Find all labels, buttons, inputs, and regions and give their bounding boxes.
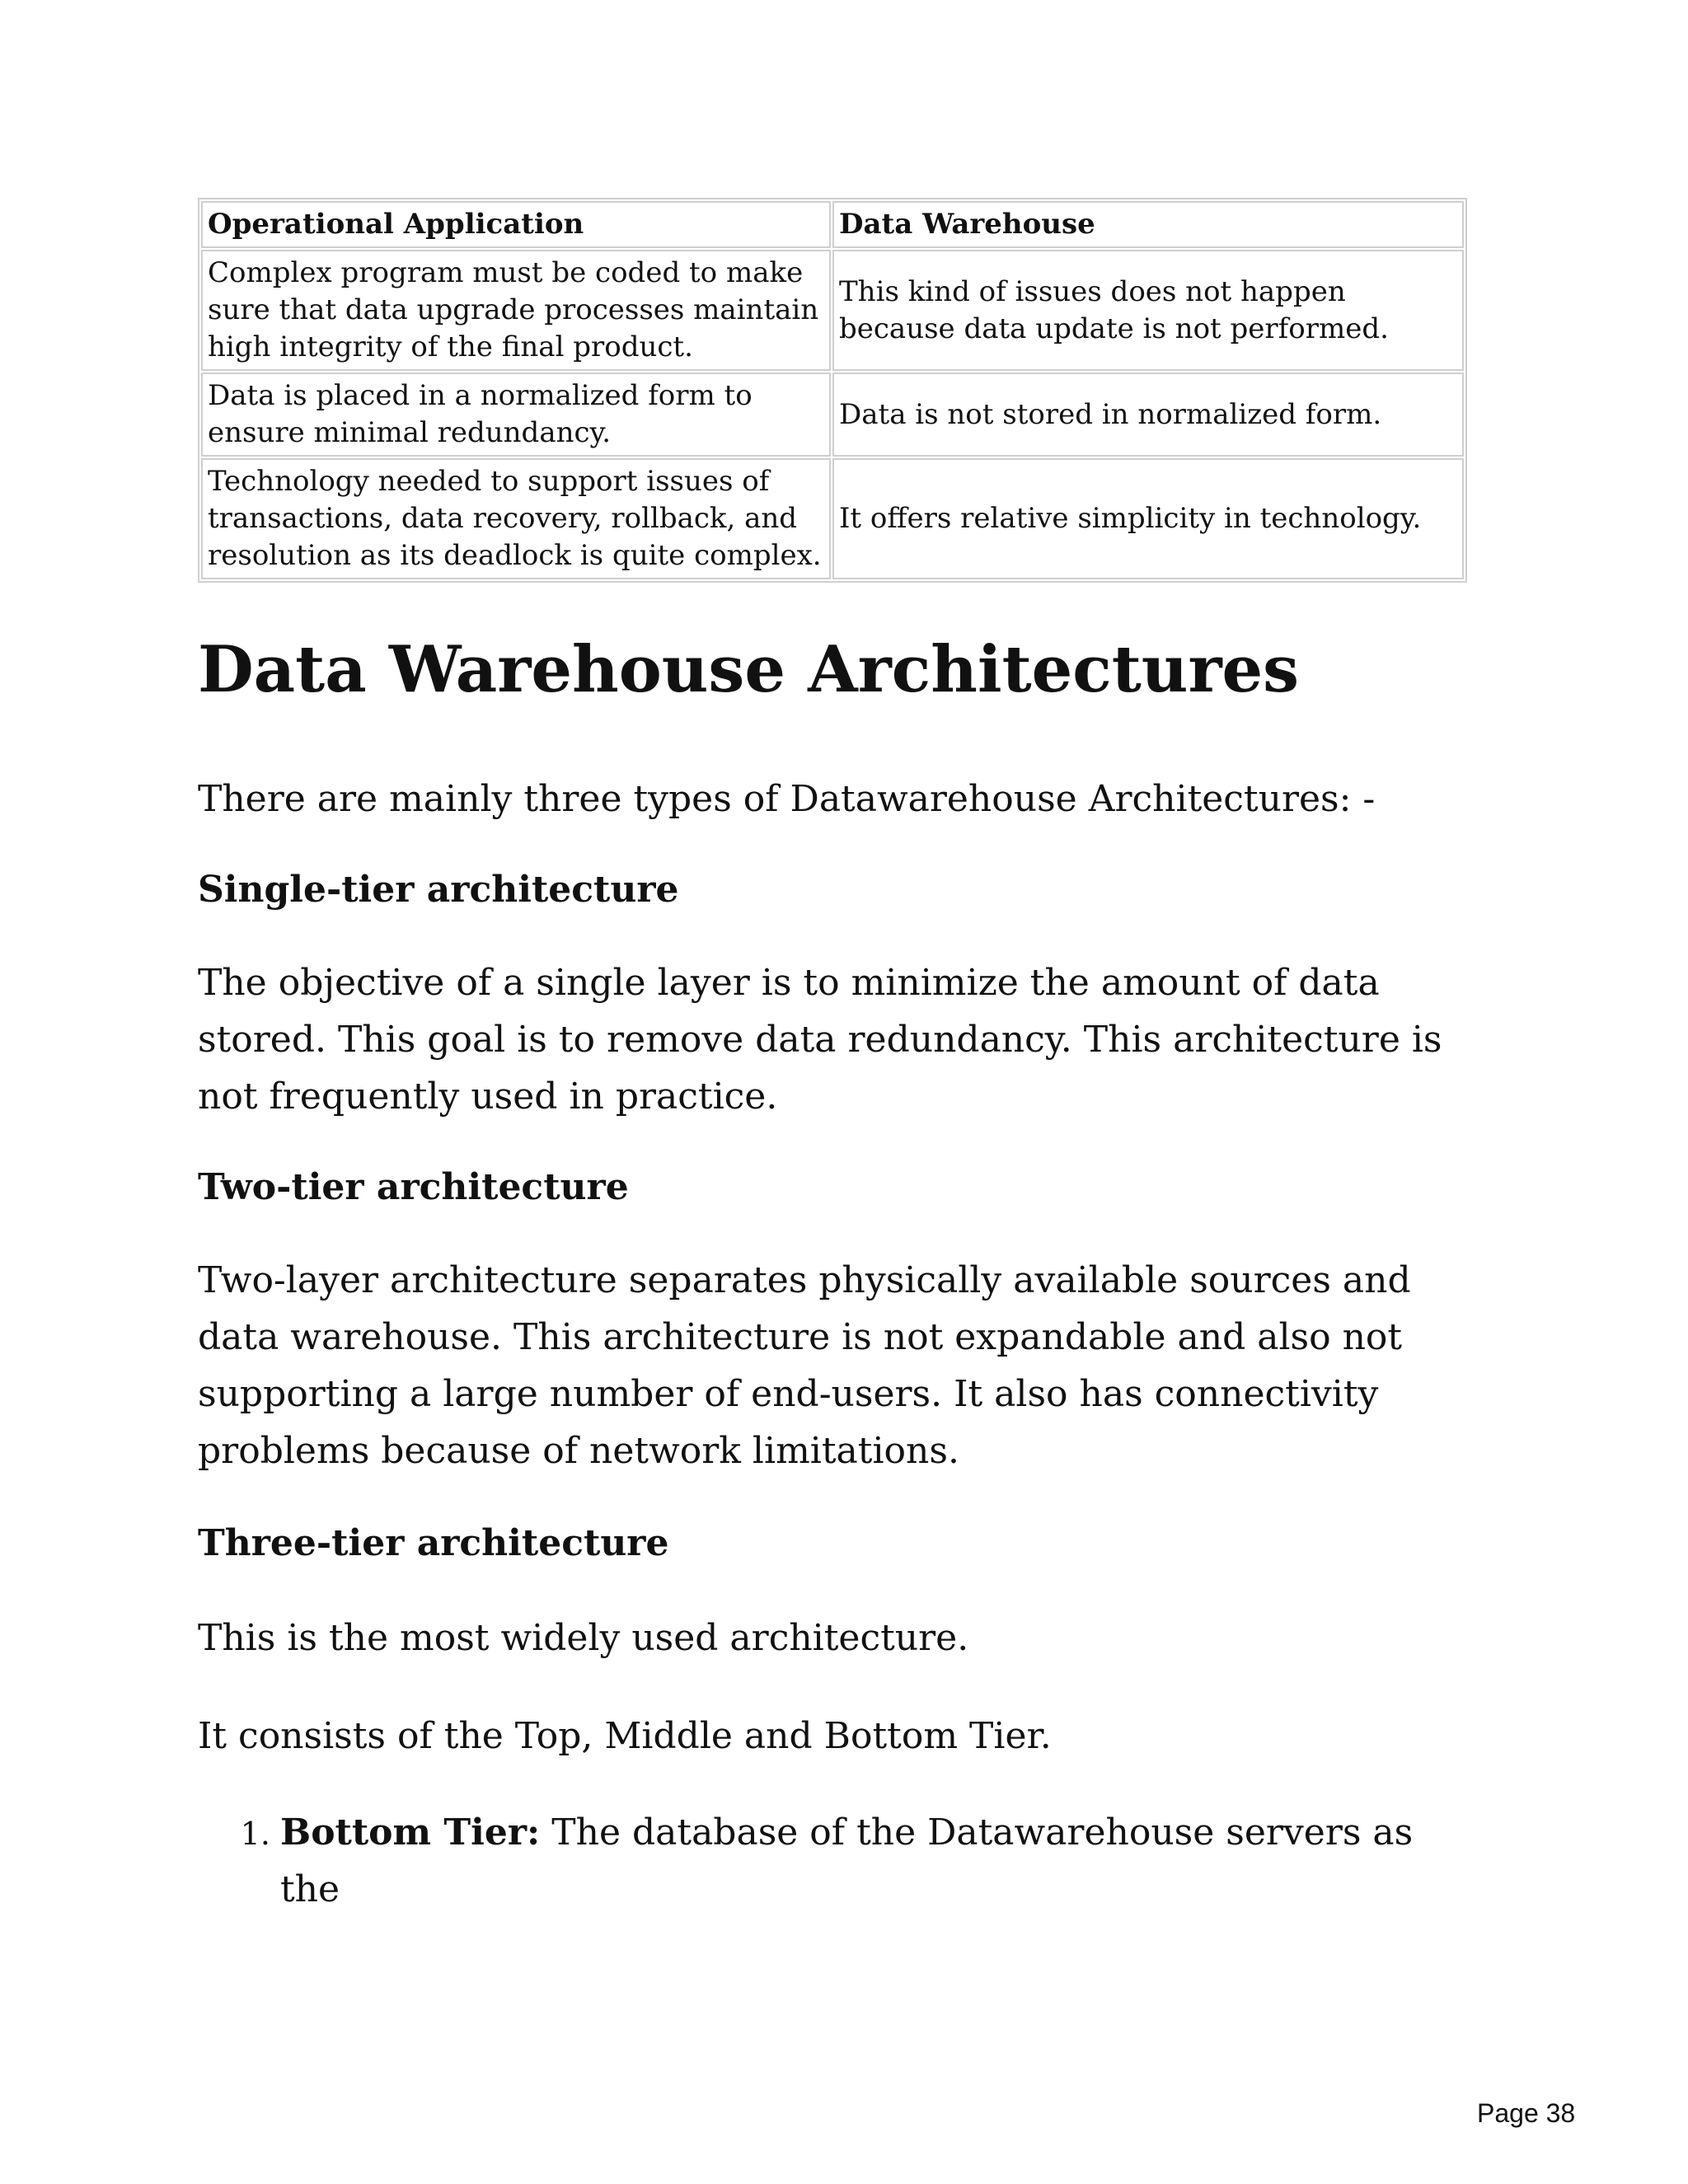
comparison-table bbox=[198, 198, 1467, 583]
single-tier-heading: Single-tier architecture bbox=[198, 869, 679, 911]
tier-label: Bottom Tier: bbox=[280, 1811, 541, 1854]
table-row bbox=[201, 373, 1464, 457]
three-tier-paragraph-1: This is the most widely used architecture. bbox=[198, 1617, 969, 1659]
two-tier-heading: Two-tier architecture bbox=[198, 1166, 629, 1208]
single-tier-paragraph: The objective of a single layer is to minimize the amount of data stored. This goal is to remove data redundancy. This architecture is not frequently used in practice. bbox=[198, 962, 1442, 1118]
section-title: Data Warehouse Architectures bbox=[198, 632, 1300, 707]
tier-text: The database of the Datawarehouse servers as the bbox=[280, 1811, 1414, 1910]
table-cell: Complex program must be coded to make sure that data upgrade processes maintain high integrity of the final product. bbox=[201, 250, 831, 371]
table-header-row bbox=[201, 201, 1464, 248]
table-row bbox=[201, 458, 1464, 579]
intro-paragraph: There are mainly three types of Datawarehouse Architectures: - bbox=[198, 778, 1376, 820]
page-number: Page 38 bbox=[1477, 2098, 1576, 2128]
table-header-cell: Operational Application bbox=[201, 201, 831, 248]
three-tier-paragraph-2: It consists of the Top, Middle and Bottom Tier. bbox=[198, 1715, 1052, 1757]
two-tier-paragraph: Two-layer architecture separates physically available sources and data warehouse. This architecture is not expandable and also not supporting a large number of end-users. It also has connectivity problems because of network limitations. bbox=[198, 1259, 1411, 1472]
table-row bbox=[201, 250, 1464, 371]
table-cell: Data is placed in a normalized form to ensure minimal redundancy. bbox=[201, 373, 831, 457]
table-cell: Data is not stored in normalized form. bbox=[832, 373, 1464, 457]
table-cell: It offers relative simplicity in technology. bbox=[832, 458, 1464, 579]
three-tier-heading: Three-tier architecture bbox=[198, 1522, 669, 1564]
table-cell: This kind of issues does not happen because data update is not performed. bbox=[832, 250, 1464, 371]
table-cell: Technology needed to support issues of transactions, data recovery, rollback, and resolution as its deadlock is quite complex. bbox=[201, 458, 831, 579]
table-header-cell: Data Warehouse bbox=[832, 201, 1464, 248]
list-item bbox=[280, 1804, 1467, 1918]
tier-list bbox=[198, 1804, 1467, 1918]
document-page bbox=[198, 198, 1467, 1918]
